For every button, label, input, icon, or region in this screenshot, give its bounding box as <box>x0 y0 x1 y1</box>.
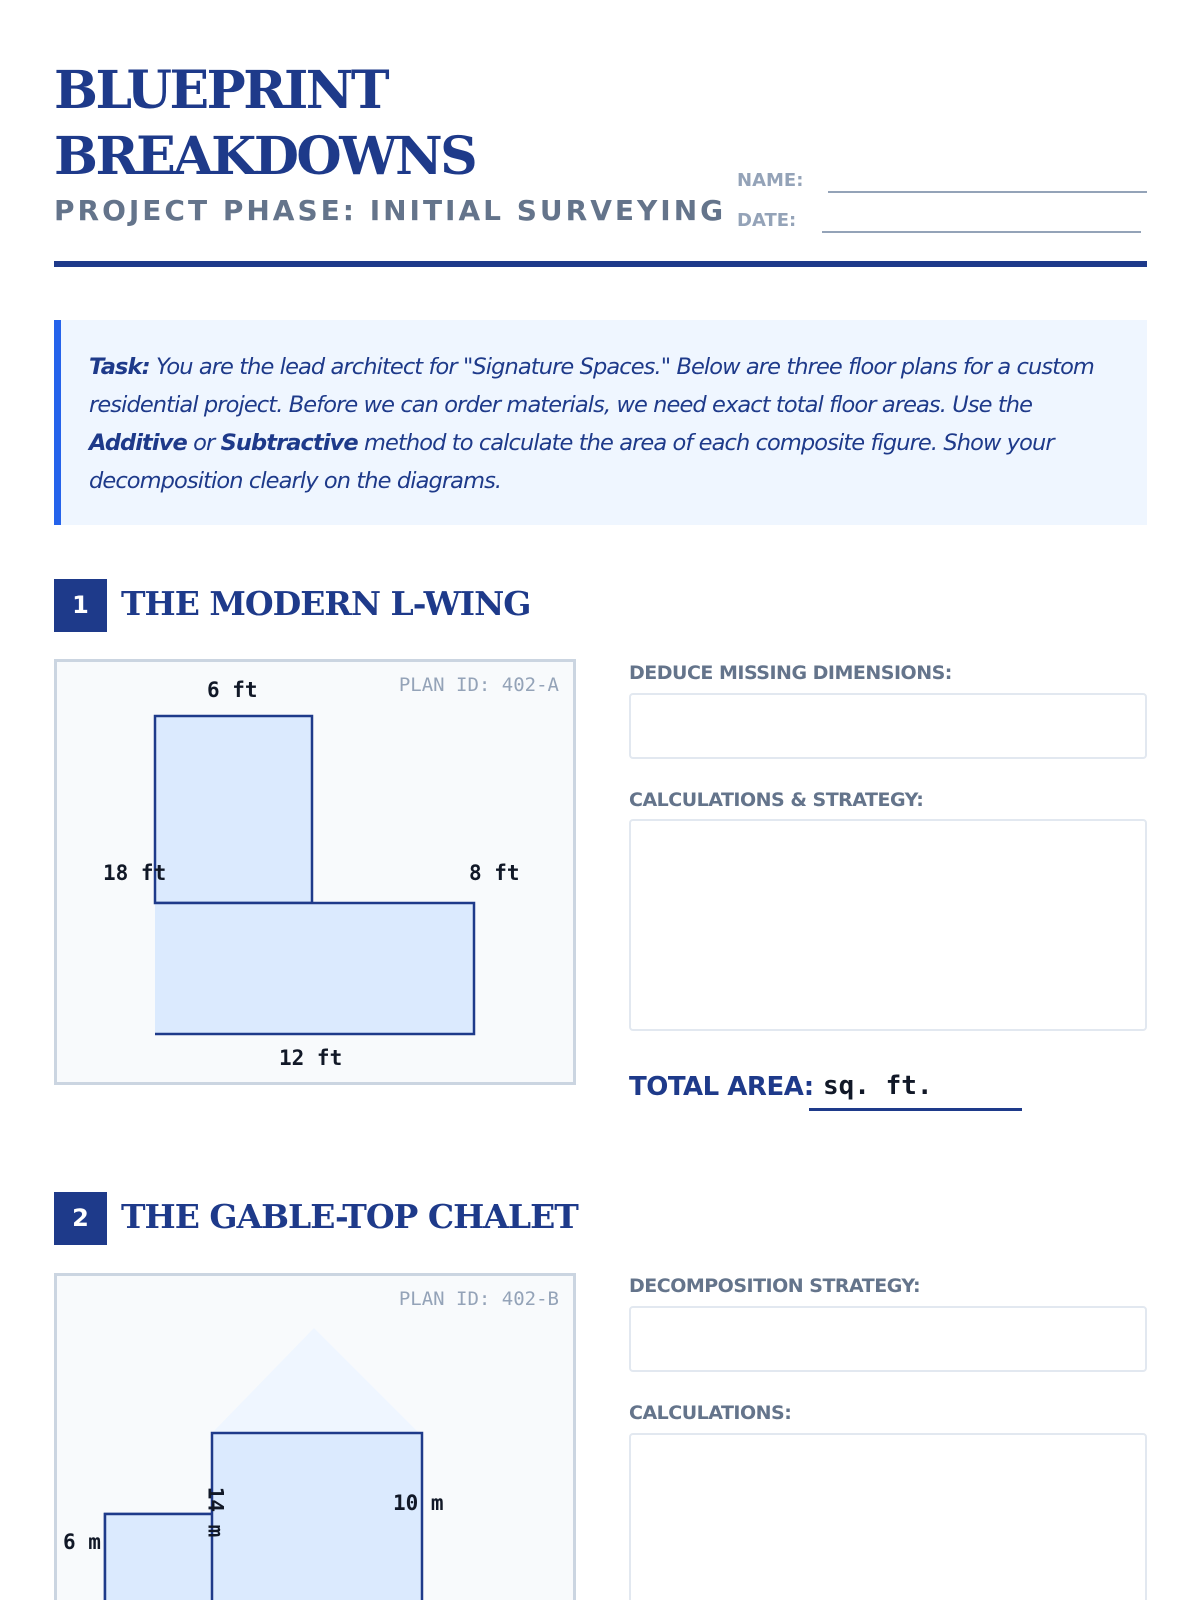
task-or: or <box>186 430 221 456</box>
decomposition-strategy-field[interactable] <box>629 1306 1147 1372</box>
title-line-2: BREAKDOWNS <box>54 126 476 187</box>
chalet-side-wing <box>105 1514 212 1600</box>
task-text-2: method to calculate the area of each composite figure. Show your decomposition clearly on the diagrams. <box>89 430 1054 494</box>
total-area-field[interactable]: sq. ft. <box>809 1064 1022 1111</box>
calculations-field[interactable] <box>629 1433 1147 1600</box>
name-label: NAME: <box>737 170 804 191</box>
deduce-dimensions-field[interactable] <box>629 693 1147 759</box>
chalet-diagram <box>54 1273 576 1600</box>
dim-right-chalet: 10 m <box>393 1491 444 1515</box>
task-text-1: You are the lead architect for "Signature Spaces." Below are three floor plans for a custom residential project. Before we can order materials, we need exact total floor areas. Use the <box>89 354 1094 418</box>
title-line-1: BLUEPRINT <box>54 60 388 121</box>
dim-left-chalet: 6 m <box>63 1530 101 1554</box>
calculations-strategy-field[interactable] <box>629 819 1147 1031</box>
dim-left: 18 ft <box>103 861 167 885</box>
chalet-floor-plan <box>57 1276 573 1600</box>
calculations-label: CALCULATIONS: <box>629 1402 792 1424</box>
chalet-main-block <box>212 1433 422 1600</box>
l-wing-lower-block <box>155 903 474 1034</box>
name-input-line[interactable] <box>828 191 1147 193</box>
decomposition-strategy-label: DECOMPOSITION STRATEGY: <box>629 1275 921 1297</box>
dim-bottom: 12 ft <box>279 1046 343 1070</box>
task-instructions <box>54 320 1147 525</box>
l-wing-upper-block <box>155 716 312 903</box>
page-title <box>54 58 475 190</box>
plan-id-402a: PLAN ID: 402-A <box>398 674 559 696</box>
page-subtitle: PROJECT PHASE: INITIAL SURVEYING <box>54 194 727 227</box>
section-1-number: 1 <box>54 579 107 632</box>
dim-top: 6 ft <box>207 678 258 702</box>
header-divider <box>54 261 1147 267</box>
plan-id-402b: PLAN ID: 402-B <box>398 1288 559 1310</box>
section-2-title: THE GABLE-TOP CHALET <box>121 1197 578 1236</box>
date-input-line[interactable] <box>822 231 1141 233</box>
chalet-gable-roof <box>212 1328 419 1433</box>
dim-center: 14 m <box>203 1486 228 1538</box>
task-lead: Task: <box>89 354 150 380</box>
section-1-title: THE MODERN L-WING <box>121 584 531 623</box>
date-label: DATE: <box>737 210 797 231</box>
total-area-label: TOTAL AREA: <box>629 1072 814 1102</box>
dim-right: 8 ft <box>469 861 520 885</box>
task-subtractive: Subtractive <box>220 430 358 456</box>
calculations-strategy-label: CALCULATIONS & STRATEGY: <box>629 789 924 811</box>
l-wing-diagram <box>54 659 576 1085</box>
task-additive: Additive <box>89 430 187 456</box>
section-2-number: 2 <box>54 1192 107 1245</box>
deduce-dimensions-label: DEDUCE MISSING DIMENSIONS: <box>629 662 952 684</box>
